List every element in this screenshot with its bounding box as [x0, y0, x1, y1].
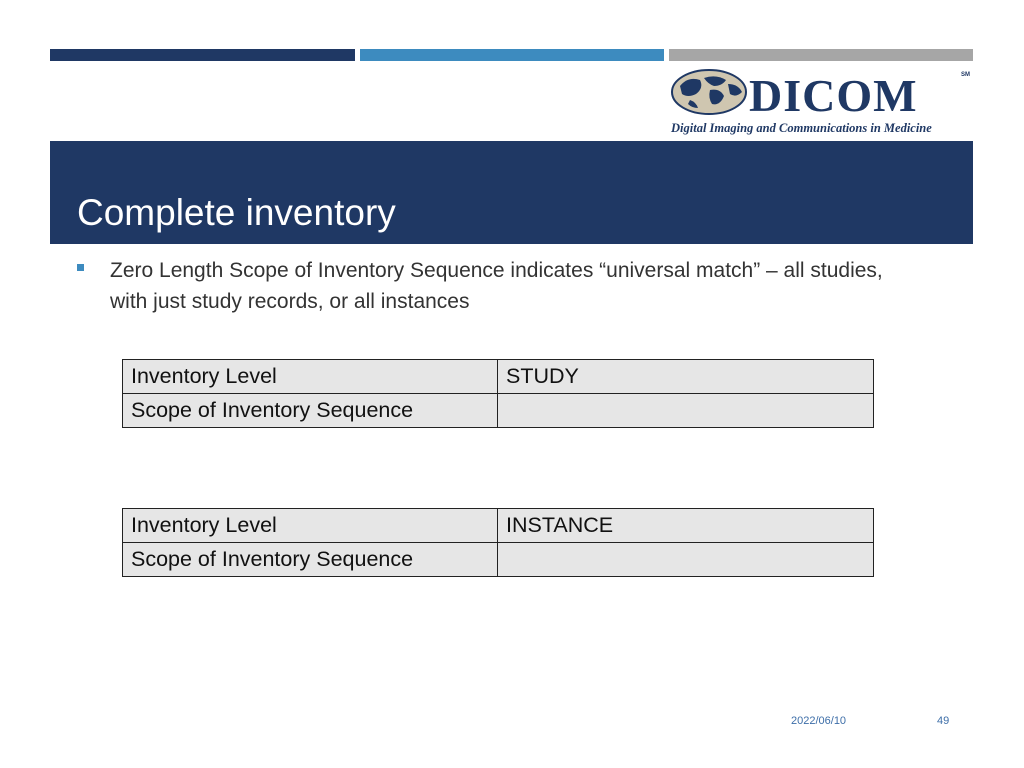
- header-stripe-gray: [669, 49, 973, 61]
- logo-wordmark: DICOM: [749, 70, 918, 121]
- table-cell: Scope of Inventory Sequence: [123, 394, 498, 428]
- logo-service-mark: SM: [961, 72, 970, 78]
- table-cell: Inventory Level: [123, 360, 498, 394]
- bullet-marker: [77, 264, 84, 271]
- table-row: [123, 394, 874, 428]
- bullet-text: Zero Length Scope of Inventory Sequence indicates “universal match” – all studies, with just study records, or all instances: [110, 259, 883, 313]
- dicom-logo: [670, 66, 973, 136]
- table-cell: STUDY: [498, 360, 874, 394]
- table-cell: Scope of Inventory Sequence: [123, 543, 498, 577]
- title-banner: [50, 141, 973, 244]
- table-cell: [498, 543, 874, 577]
- logo-tagline: Digital Imaging and Communications in Medicine: [671, 121, 932, 135]
- header-stripe-navy: [50, 49, 355, 61]
- inventory-table-instance: [122, 508, 874, 577]
- table-row: [123, 360, 874, 394]
- table-cell: INSTANCE: [498, 509, 874, 543]
- table-row: [123, 509, 874, 543]
- page-number: 49: [937, 715, 950, 727]
- header-stripe-blue: [360, 49, 664, 61]
- table-cell: Inventory Level: [123, 509, 498, 543]
- table-cell: [498, 394, 874, 428]
- table-row: [123, 543, 874, 577]
- inventory-table-study: [122, 359, 874, 428]
- footer-date: 2022/06/10: [791, 715, 847, 727]
- slide-title: Complete inventory: [77, 192, 396, 233]
- globe-icon: [670, 68, 748, 116]
